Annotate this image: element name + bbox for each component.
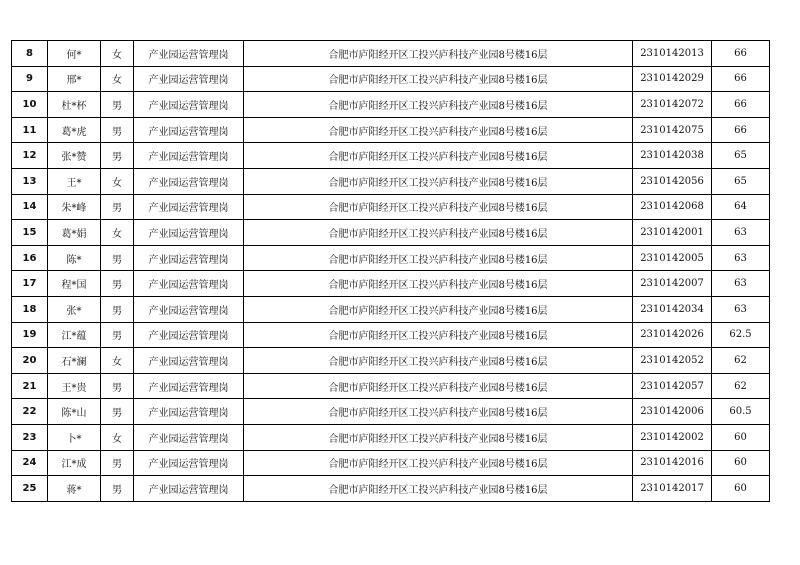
exam-score: 66 — [712, 41, 770, 67]
candidate-gender: 女 — [101, 424, 134, 450]
candidate-name: 张*赞 — [48, 143, 101, 169]
row-number: 24 — [12, 450, 48, 476]
exam-score: 60.5 — [712, 399, 770, 425]
applied-position: 产业园运营管理岗 — [134, 168, 244, 194]
candidate-gender: 女 — [101, 220, 134, 246]
candidate-name: 王* — [48, 168, 101, 194]
candidate-gender: 男 — [101, 373, 134, 399]
applied-position: 产业园运营管理岗 — [134, 296, 244, 322]
applied-position: 产业园运营管理岗 — [134, 450, 244, 476]
exam-ticket-number: 2310142001 — [633, 220, 712, 246]
exam-ticket-number: 2310142056 — [633, 168, 712, 194]
exam-location: 合肥市庐阳经开区工投兴庐科技产业园8号楼16层 — [244, 220, 633, 246]
candidate-name: 杜*杯 — [48, 92, 101, 118]
applied-position: 产业园运营管理岗 — [134, 143, 244, 169]
exam-ticket-number: 2310142034 — [633, 296, 712, 322]
exam-location: 合肥市庐阳经开区工投兴庐科技产业园8号楼16层 — [244, 476, 633, 502]
table-row — [12, 424, 770, 450]
table-row — [12, 143, 770, 169]
candidate-gender: 女 — [101, 348, 134, 374]
exam-ticket-number: 2310142026 — [633, 322, 712, 348]
candidate-name: 卜* — [48, 424, 101, 450]
applied-position: 产业园运营管理岗 — [134, 66, 244, 92]
exam-ticket-number: 2310142016 — [633, 450, 712, 476]
row-number: 10 — [12, 92, 48, 118]
table-row — [12, 245, 770, 271]
exam-ticket-number: 2310142075 — [633, 117, 712, 143]
table-row — [12, 476, 770, 502]
candidate-name: 蒋* — [48, 476, 101, 502]
exam-ticket-number: 2310142017 — [633, 476, 712, 502]
row-number: 19 — [12, 322, 48, 348]
candidate-gender: 男 — [101, 194, 134, 220]
exam-location: 合肥市庐阳经开区工投兴庐科技产业园8号楼16层 — [244, 117, 633, 143]
table-row — [12, 399, 770, 425]
candidate-gender: 男 — [101, 92, 134, 118]
exam-location: 合肥市庐阳经开区工投兴庐科技产业园8号楼16层 — [244, 373, 633, 399]
table-row — [12, 271, 770, 297]
table-row — [12, 450, 770, 476]
candidate-gender: 女 — [101, 66, 134, 92]
row-number: 12 — [12, 143, 48, 169]
exam-ticket-number: 2310142007 — [633, 271, 712, 297]
exam-score: 60 — [712, 424, 770, 450]
exam-location: 合肥市庐阳经开区工投兴庐科技产业园8号楼16层 — [244, 194, 633, 220]
row-number: 8 — [12, 41, 48, 67]
exam-ticket-number: 2310142072 — [633, 92, 712, 118]
table-row — [12, 296, 770, 322]
candidate-name: 葛*虎 — [48, 117, 101, 143]
row-number: 23 — [12, 424, 48, 450]
applied-position: 产业园运营管理岗 — [134, 322, 244, 348]
row-number: 13 — [12, 168, 48, 194]
exam-score: 66 — [712, 66, 770, 92]
candidate-name: 江*蕴 — [48, 322, 101, 348]
candidate-name: 葛*娟 — [48, 220, 101, 246]
exam-score: 63 — [712, 296, 770, 322]
candidate-gender: 男 — [101, 143, 134, 169]
candidate-gender: 男 — [101, 322, 134, 348]
exam-score: 60 — [712, 476, 770, 502]
candidate-gender: 女 — [101, 168, 134, 194]
exam-location: 合肥市庐阳经开区工投兴庐科技产业园8号楼16层 — [244, 245, 633, 271]
table-row — [12, 322, 770, 348]
row-number: 16 — [12, 245, 48, 271]
exam-location: 合肥市庐阳经开区工投兴庐科技产业园8号楼16层 — [244, 296, 633, 322]
candidate-name: 程*国 — [48, 271, 101, 297]
exam-score: 62 — [712, 373, 770, 399]
table-row — [12, 66, 770, 92]
candidate-name: 陈*山 — [48, 399, 101, 425]
row-number: 21 — [12, 373, 48, 399]
candidate-name: 张* — [48, 296, 101, 322]
candidate-gender: 男 — [101, 245, 134, 271]
exam-location: 合肥市庐阳经开区工投兴庐科技产业园8号楼16层 — [244, 271, 633, 297]
exam-score: 65 — [712, 168, 770, 194]
row-number: 9 — [12, 66, 48, 92]
exam-ticket-number: 2310142052 — [633, 348, 712, 374]
exam-score: 62 — [712, 348, 770, 374]
candidate-gender: 男 — [101, 271, 134, 297]
exam-ticket-number: 2310142038 — [633, 143, 712, 169]
row-number: 14 — [12, 194, 48, 220]
applied-position: 产业园运营管理岗 — [134, 92, 244, 118]
row-number: 22 — [12, 399, 48, 425]
exam-location: 合肥市庐阳经开区工投兴庐科技产业园8号楼16层 — [244, 399, 633, 425]
candidate-gender: 男 — [101, 476, 134, 502]
exam-ticket-number: 2310142005 — [633, 245, 712, 271]
applied-position: 产业园运营管理岗 — [134, 424, 244, 450]
applied-position: 产业园运营管理岗 — [134, 476, 244, 502]
row-number: 15 — [12, 220, 48, 246]
exam-location: 合肥市庐阳经开区工投兴庐科技产业园8号楼16层 — [244, 41, 633, 67]
exam-location: 合肥市庐阳经开区工投兴庐科技产业园8号楼16层 — [244, 92, 633, 118]
applied-position: 产业园运营管理岗 — [134, 245, 244, 271]
exam-score: 63 — [712, 220, 770, 246]
applied-position: 产业园运营管理岗 — [134, 117, 244, 143]
candidate-name: 邢* — [48, 66, 101, 92]
exam-location: 合肥市庐阳经开区工投兴庐科技产业园8号楼16层 — [244, 348, 633, 374]
candidate-gender: 男 — [101, 296, 134, 322]
applied-position: 产业园运营管理岗 — [134, 373, 244, 399]
exam-location: 合肥市庐阳经开区工投兴庐科技产业园8号楼16层 — [244, 168, 633, 194]
exam-ticket-number: 2310142002 — [633, 424, 712, 450]
candidate-name: 朱*峰 — [48, 194, 101, 220]
table-row — [12, 168, 770, 194]
candidate-gender: 男 — [101, 450, 134, 476]
table-row — [12, 194, 770, 220]
table-row — [12, 92, 770, 118]
row-number: 11 — [12, 117, 48, 143]
exam-location: 合肥市庐阳经开区工投兴庐科技产业园8号楼16层 — [244, 450, 633, 476]
table-row — [12, 373, 770, 399]
table-row — [12, 117, 770, 143]
candidate-name: 陈* — [48, 245, 101, 271]
row-number: 18 — [12, 296, 48, 322]
exam-ticket-number: 2310142068 — [633, 194, 712, 220]
candidate-name: 江*成 — [48, 450, 101, 476]
exam-location: 合肥市庐阳经开区工投兴庐科技产业园8号楼16层 — [244, 322, 633, 348]
table-row — [12, 220, 770, 246]
exam-ticket-number: 2310142057 — [633, 373, 712, 399]
row-number: 25 — [12, 476, 48, 502]
exam-ticket-number: 2310142029 — [633, 66, 712, 92]
exam-score: 63 — [712, 271, 770, 297]
candidate-gender: 女 — [101, 41, 134, 67]
exam-location: 合肥市庐阳经开区工投兴庐科技产业园8号楼16层 — [244, 66, 633, 92]
applied-position: 产业园运营管理岗 — [134, 41, 244, 67]
row-number: 17 — [12, 271, 48, 297]
exam-score: 65 — [712, 143, 770, 169]
applied-position: 产业园运营管理岗 — [134, 399, 244, 425]
row-number: 20 — [12, 348, 48, 374]
exam-location: 合肥市庐阳经开区工投兴庐科技产业园8号楼16层 — [244, 143, 633, 169]
table-row — [12, 348, 770, 374]
candidate-gender: 男 — [101, 399, 134, 425]
exam-score: 66 — [712, 92, 770, 118]
candidate-name: 石*澜 — [48, 348, 101, 374]
table-row — [12, 41, 770, 67]
applied-position: 产业园运营管理岗 — [134, 348, 244, 374]
candidate-name: 王*贵 — [48, 373, 101, 399]
applied-position: 产业园运营管理岗 — [134, 220, 244, 246]
candidate-name: 何* — [48, 41, 101, 67]
table-body — [12, 41, 770, 502]
applied-position: 产业园运营管理岗 — [134, 271, 244, 297]
exam-ticket-number: 2310142013 — [633, 41, 712, 67]
exam-score: 62.5 — [712, 322, 770, 348]
exam-location: 合肥市庐阳经开区工投兴庐科技产业园8号楼16层 — [244, 424, 633, 450]
applied-position: 产业园运营管理岗 — [134, 194, 244, 220]
exam-score: 64 — [712, 194, 770, 220]
candidate-table — [11, 40, 770, 502]
exam-score: 60 — [712, 450, 770, 476]
exam-score: 66 — [712, 117, 770, 143]
exam-ticket-number: 2310142006 — [633, 399, 712, 425]
exam-score: 63 — [712, 245, 770, 271]
candidate-gender: 男 — [101, 117, 134, 143]
